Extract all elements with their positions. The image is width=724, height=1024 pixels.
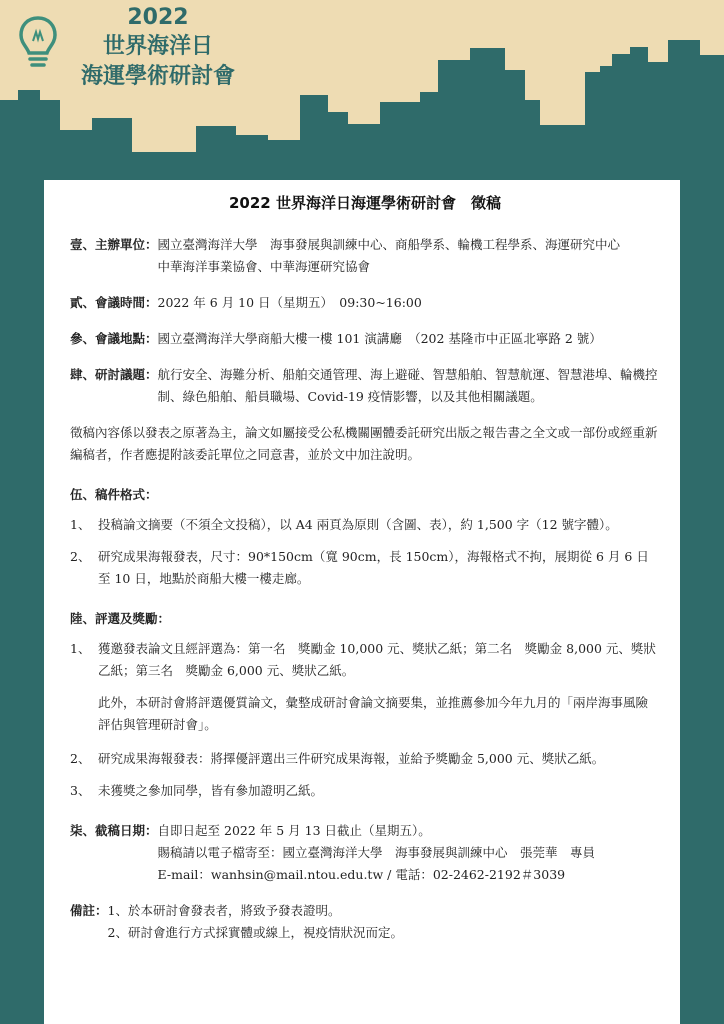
section-label: 柒、截稿日期： xyxy=(70,823,158,838)
list-item xyxy=(70,546,660,590)
note-label: 備註： xyxy=(70,903,108,918)
section-text: 國立臺灣海洋大學商船大樓一樓 101 演講廳 （202 基隆市中正區北寧路 2 號） xyxy=(157,331,602,346)
section-topics xyxy=(70,364,660,408)
lightbulb-icon xyxy=(14,12,62,74)
item-text: 獲邀發表論文且經評選為：第一名 獎勵金 10,000 元、獎狀乙紙；第二名 獎勵金 8,000 元、獎狀乙紙；第三名 獎勵金 6,000 元、獎狀乙紙。 xyxy=(98,641,656,678)
document-title: 2022 世界海洋日海運學術研討會 徵稿 xyxy=(229,194,501,212)
item-number: 1、 xyxy=(70,641,91,656)
header-line2: 海運學術研討會 xyxy=(80,64,235,89)
list-item xyxy=(70,514,660,536)
header-year: 2022 xyxy=(127,5,189,30)
section-text: 國立臺灣海洋大學 海事發展與訓練中心、商船學系、輪機工程學系、海運研究中心 xyxy=(157,237,621,252)
list-item xyxy=(70,748,660,770)
section-deadline xyxy=(70,820,660,886)
list-item xyxy=(70,638,660,682)
section-label: 壹、主辦單位： xyxy=(70,237,158,252)
note-item: 1、於本研討會發表者，將致予發表證明。 xyxy=(107,903,341,918)
email-phone-text: E-mail：wanhsin@mail.ntou.edu.tw / 電話：02-2462-2192＃3039 xyxy=(157,867,566,882)
deadline-text: 自即日起至 2022 年 5 月 13 日截止（星期五）。 xyxy=(157,823,431,838)
section-awards-heading: 陸、評選及獎勵： xyxy=(70,611,171,626)
section-venue xyxy=(70,328,660,350)
section-organizers xyxy=(70,234,660,278)
event-title-header xyxy=(58,4,258,92)
section-label: 參、會議地點： xyxy=(70,331,158,346)
item-text: 研究成果海報發表：將擇優評選出三件研究成果海報，並給予獎勵金 5,000 元、獎狀乙紙。 xyxy=(98,751,605,766)
section-label: 肆、研討議題： xyxy=(70,367,158,382)
item-number: 1、 xyxy=(70,517,91,532)
header-line1: 世界海洋日 xyxy=(102,34,213,59)
section-text: 中華海洋事業協會、中華海運研究協會 xyxy=(157,259,371,274)
note-item: 2、研討會進行方式採實體或線上，視疫情狀況而定。 xyxy=(107,925,403,940)
item-number: 2、 xyxy=(70,549,91,564)
document-content xyxy=(70,188,660,944)
awards-subparagraph: 此外，本研討會將評選優質論文，彙整成研討會論文摘要集，並推薦參加今年九月的「兩岸海事風險評估與管理研討會」。 xyxy=(98,695,649,732)
item-number: 2、 xyxy=(70,751,91,766)
notes xyxy=(70,900,660,944)
section-label: 貳、會議時間： xyxy=(70,295,158,310)
submission-paragraph: 徵稿內容係以發表之原著為主，論文如屬接受公私機關團體委託研究出版之報告書之全文或一部份或經重新編稿者，作者應提附該委託單位之同意書，並於文中加注說明。 xyxy=(70,425,658,462)
section-text: 航行安全、海難分析、船舶交通管理、海上避碰、智慧船舶、智慧航運、智慧港埠、輪機控制、綠色船舶、船員職場、Covid-19 疫情影響，以及其他相關議題。 xyxy=(157,367,658,404)
item-number: 3、 xyxy=(70,783,91,798)
section-text: 2022 年 6 月 10 日（星期五） 09:30~16:00 xyxy=(157,295,422,310)
item-text: 未獲獎之參加同學，皆有參加證明乙紙。 xyxy=(98,783,324,798)
item-text: 投稿論文摘要（不須全文投稿），以 A4 兩頁為原則（含圖、表），約 1,500 字（12 號字體）。 xyxy=(98,517,618,532)
section-format-heading: 伍、稿件格式： xyxy=(70,487,158,502)
contact-text: 賜稿請以電子檔寄至：國立臺灣海洋大學 海事發展與訓練中心 張莞華 專員 xyxy=(157,845,596,860)
item-text: 研究成果海報發表，尺寸：90*150cm（寬 90cm，長 150cm），海報格式不拘，展期從 6 月 6 日至 10 日，地點於商船大樓一樓走廊。 xyxy=(98,549,649,586)
format-list xyxy=(70,514,660,590)
list-item xyxy=(70,780,660,802)
section-time xyxy=(70,292,660,314)
